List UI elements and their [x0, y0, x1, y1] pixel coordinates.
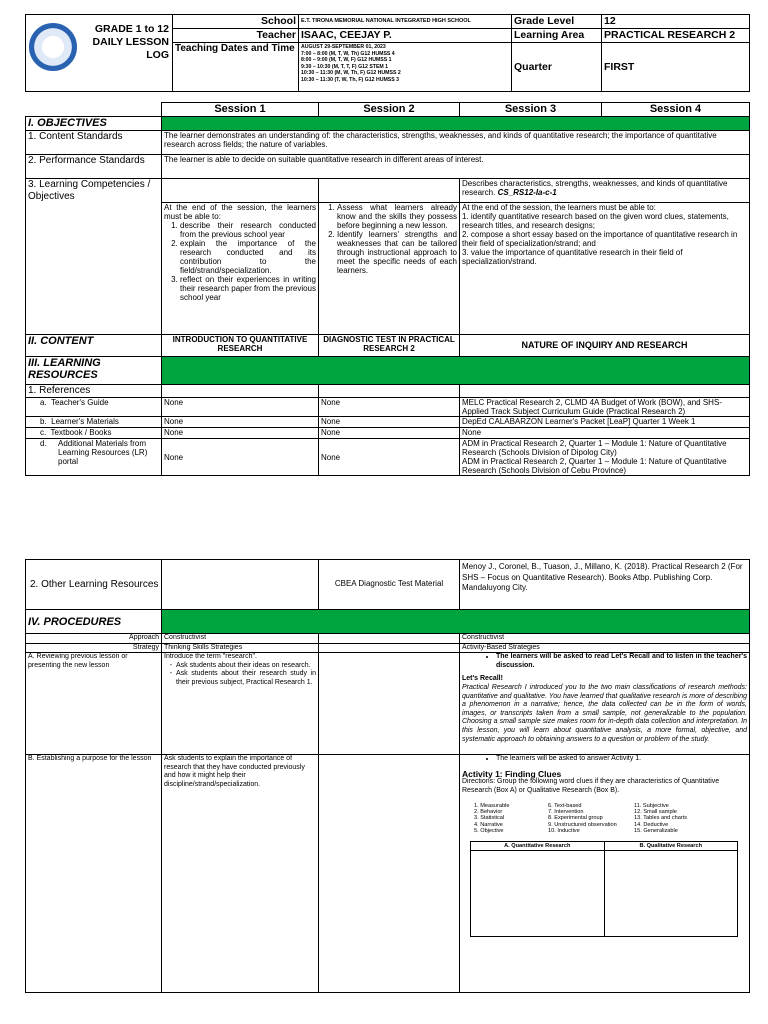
other-resources-s2: CBEA Diagnostic Test Material — [319, 560, 460, 610]
list-item: 1. Assess what learners already know and the skills they possess before beginning a new lesson. — [337, 203, 457, 230]
logo-title-cell — [26, 15, 173, 92]
page2-block — [25, 559, 750, 993]
procedure-a-label: A. Reviewing previous lesson or presenting the new lesson — [26, 653, 162, 755]
header-table — [25, 14, 750, 92]
content-s3: NATURE OF INQUIRY AND RESEARCH — [460, 335, 750, 357]
procedure-b-s3 — [460, 755, 750, 993]
ref-teachers-guide: a. Teacher's Guide — [26, 398, 162, 417]
procedure-b-s1: Ask students to explain the importance of research that they have conducted previously and how it might help their discipline/strand/specialization. — [162, 755, 319, 993]
header-block — [25, 14, 750, 92]
list-item: 3. reflect on their experiences in writing their research paper from the previous school year — [180, 275, 316, 302]
grade-value: 12 — [602, 15, 750, 29]
page1-block — [25, 102, 750, 476]
lesson-table: Session 1 Session 2 Session 3 Session 4 I. OBJECTIVES 1. Content Standards The learner demonstrates an understanding of: the characteristics, strengths, weaknesses, and kinds of quantitative research; the importance of quantitative research across fields; the nature of variables. 2. Performance Standards The learner is able to decide on suitable quantitative research in different areas of interest. 3. Learning Competencies / Objectives Describes characteristics, strengths, weaknesses, and kinds of quantitative research. CS_RS12-Ia-c-1 At the end of the session, the learners must be able to: 1. describe their research conducted from the previous school year 2. explain the importance of the research conducted and its contribution to the field/strand/specialization. 3. reflect on their experiences in writing their research paper from the previous school year 1. Assess what learners already know and the skills they possess before beginning a new lesson. 2. Identify learners' strengths and weaknesses that can be tailored through instructional approach to meet the specific needs of each learners. At the end of the session, the learners must be able to: 1. identify quantitative research based on the given word clues, statements, research titles, and research designs; 2. compose a short essay based on the importance of quantitative research in their field of specialization/strand; and 3. value the importance of quantitative research in their field of specialization/strand. II. CONTENT INTRODUCTION TO QUANTITATIVE RESEARCH DIAGNOSTIC TEST IN PRACTICAL RESEARCH 2 NATURE OF INQUIRY AND RESEARCH III. LEARNING RESOURCES 1. References a. Teacher's Guide None None MELC Practical Research 2, CLMD 4A Budget of Work (BOW), and SHS-Applied Track Subject Curriculum Guide (Practical Research 2) b. Learner's Materials None None DepEd CALABARZON Learner's Packet [LeaP] Quarter 1 Week 1 c. Textbook / Books None None None d. Additional Materials from Learning Resources (LR) portal None None ADM in Practical Research 2, Quarter 1 – Module 1: Nature of Quantitative Research (Schools Division of Dipolog City) ADM in Practical Research 2, Quarter 1 – Module 1: Nature of Quantitative Research (Schools Division of Cebu Province) — [25, 102, 750, 476]
content-standards-text: The learner demonstrates an understanding of: the characteristics, strengths, weaknesses, and kinds of quantitative research; the importance of quantitative research across fields; the nature of variables. — [162, 131, 750, 155]
performance-standards-label: 2. Performance Standards — [26, 155, 162, 179]
school-label: School — [173, 15, 299, 29]
ref-learners-materials: b. Learner's Materials — [26, 417, 162, 428]
content-heading: II. CONTENT — [26, 335, 162, 357]
dates-label: Teaching Dates and Time — [173, 43, 299, 92]
procedure-a-s1: Introduce the term "research". - Ask students about their ideas on research. - Ask students about their research study in their previous subject, Practical Research 1. — [162, 653, 319, 755]
objectives-s2 — [319, 203, 460, 335]
references-label: 1. References — [26, 385, 162, 398]
lets-recall-heading: Let's Recall! — [462, 675, 503, 683]
competencies-s3: Describes characteristics, strengths, weaknesses, and kinds of quantitative research. CS_RS12-Ia-c-1 — [460, 179, 750, 203]
procedures-heading: IV. PROCEDURES — [26, 610, 162, 634]
teacher-value: ISAAC, CEEJAY P. — [299, 29, 512, 43]
deped-seal-icon — [29, 23, 77, 71]
resources-heading: III. LEARNING RESOURCES — [26, 357, 162, 385]
box-b[interactable]: B. Qualitative Research — [604, 841, 739, 937]
dates-value: AUGUST 29-SEPTEMBER 01, 2023 7:00 – 8:00 (M, T, W, Th) G12 HUMSS 4 8:00 – 9:00 (M, T, W, F) G12 HUMSS 1 9:30 – 10:30 (M, T, T, F) G12 STEM 1 10:30 – 11:30 (M, W, Th, F) G12 HUMSS 2 10:30 – 11:30 (T, W, Th, F) G12 HUMSS 3 — [299, 43, 512, 92]
list-item: 1. describe their research conducted from the previous school year — [180, 221, 316, 239]
objectives-heading: I. OBJECTIVES — [26, 117, 162, 131]
procedure-b-label: B. Establishing a purpose for the lesson — [26, 755, 162, 993]
green-band — [162, 610, 750, 634]
strategy-label: Strategy — [26, 643, 162, 653]
session-4-header: Session 4 — [602, 103, 750, 117]
grade-label: Grade Level — [512, 15, 602, 29]
school-value: E.T. TIRONA MEMORIAL NATIONAL INTEGRATED HIGH SCHOOL — [299, 15, 512, 29]
quarter-label: Quarter — [512, 43, 602, 92]
other-resources-label: 2. Other Learning Resources — [26, 560, 162, 610]
activity-title: Activity 1: Finding Clues — [462, 768, 562, 779]
procedures-table: 2. Other Learning Resources CBEA Diagnostic Test Material Menoy J., Coronel, B., Tuason, J., Millano, K. (2018). Practical Research 2 (For SHS – Focus on Quantitative Research). Books Atbp. Publishing Corp. Mandaluyong City. IV. PROCEDURES Approach Constructivist Constructivist Strategy Thinking Skills Strategies Activity-Based Strategies A. Reviewing previous lesson or presenting the new lesson Introduce the term "research". - Ask students about their ideas on research. - Ask students about their research study in their previous subject, Practical Research 1. • The learners will be asked to read Let's Recall and to listen in the teacher's discussion. Let's Recall! Practical Research I introduced you to the two main classifications of research methods: quantitative and qualitative. You have learned that qualitative research is more of describing a phenomenon in a narrative; hence, the data collected can be in the form of words, images, or transcripts taken from a small sample, not generalizable to the population. Choosing a small sample size makes room for in-depth data collection and interpretation. In this lesson, you will learn about quantitative analysis, a more formal, objective, and systematic approach to obtaining answers to a question or problem of the study. B. Establishing a purpose for the lesson Ask students to explain the importance of research that they have conducted previously and how it might help their discipline/strand/specialization. • The learners will be asked to answer Activity 1. Activity 1: Finding Clues Directions: Group the following word clues if they are characteristics of Quantitative Research (Box A) or Qualitative Research (Box B). 1. Measurable 2. Behavior 3. Statistical 4. Narrative 5. Objective 6. Text-based 7. Intervention 8. Experimental group 9. Unstructured observation 10. Inductive 11. Subjective 12. Small sample 13. Tables and charts 14. Deductive 15. Generalizable A. Quantitative Research B. Qualitative Research — [25, 559, 750, 993]
session-2-header: Session 2 — [319, 103, 460, 117]
list-item: • The learners will be asked to answer Activity 1. — [496, 755, 747, 764]
content-s1: INTRODUCTION TO QUANTITATIVE RESEARCH — [162, 335, 319, 357]
list-item: - Ask students about their ideas on research. — [176, 662, 316, 671]
objectives-s1: At the end of the session, the learners must be able to: 1. describe their research conducted from the previous school year 2. explain the importance of the research conducted and its contribution to the field/strand/specialization. 3. reflect on their experiences in writing their research paper from the previous school year — [162, 203, 319, 335]
box-a[interactable]: A. Quantitative Research — [470, 841, 604, 937]
answer-boxes — [470, 841, 738, 937]
lets-recall-text: Practical Research I introduced you to the two main classifications of research methods: quantitative and qualitative. You have learned that qualitative research is more of describing a phenomenon in a narrative; hence, the data collected can be in the form of words, images, or transcripts taken from a small sample, not generalizable to the population. Choosing a small sample size makes room for in-depth data collection and interpretation. In this lesson, you will learn about quantitative analysis, a more formal, objective, and systematic approach to obtaining answers to a question or problem of the study. — [462, 683, 747, 743]
teacher-label: Teacher — [173, 29, 299, 43]
list-item: - Ask students about their research study in their previous subject, Practical Research 1. — [176, 670, 316, 687]
other-resources-s3: Menoy J., Coronel, B., Tuason, J., Millano, K. (2018). Practical Research 2 (For SHS – Focus on Quantitative Research). Books Atbp. Publishing Corp. Mandaluyong City. — [460, 560, 750, 610]
green-band — [162, 357, 750, 385]
list-item: 2. explain the importance of the research conducted and its contribution to the field/strand/specialization. — [180, 239, 316, 275]
procedure-a-s3 — [460, 653, 750, 755]
list-item: • The learners will be asked to read Let's Recall and to listen in the teacher's discussion. — [496, 653, 747, 670]
activity-directions: Directions: Group the following word clues if they are characteristics of Quantitative Research (Box A) or Qualitative Research (Box B). — [462, 778, 720, 794]
list-item: 2. Identify learners' strengths and weaknesses that can be tailored through instructional approach to meet the specific needs of each learners. — [337, 230, 457, 275]
ref-additional-materials: d. Additional Materials from Learning Resources (LR) portal — [26, 439, 162, 476]
content-s2: DIAGNOSTIC TEST IN PRACTICAL RESEARCH 2 — [319, 335, 460, 357]
ref-textbook: c. Textbook / Books — [26, 428, 162, 439]
document-title: GRADE 1 to 12 DAILY LESSON LOG — [92, 23, 169, 61]
performance-standards-text: The learner is able to decide on suitable quantitative research in different areas of interest. — [162, 155, 750, 179]
quarter-value: FIRST — [602, 43, 750, 92]
objectives-s3: At the end of the session, the learners must be able to: 1. identify quantitative research based on the given word clues, statements, research titles, and research designs; 2. compose a short essay based on the importance of quantitative research in their field of specialization/strand; and 3. value the importance of quantitative research in their field of specialization/strand. — [460, 203, 750, 335]
area-value: PRACTICAL RESEARCH 2 — [602, 29, 750, 43]
competency-code: CS_RS12-Ia-c-1 — [497, 188, 557, 197]
content-standards-label: 1. Content Standards — [26, 131, 162, 155]
competencies-label: 3. Learning Competencies / Objectives — [26, 179, 162, 335]
approach-label: Approach — [26, 634, 162, 644]
session-3-header: Session 3 — [460, 103, 602, 117]
session-1-header: Session 1 — [162, 103, 319, 117]
word-clues: 1. Measurable 2. Behavior 3. Statistical 4. Narrative 5. Objective 6. Text-based 7. Intervention 8. Experimental group 9. Unstructured observation 10. Inductive 11. Subjective 12. Small sample 13. Tables and charts 14. Deductive 15. Generalizable — [474, 802, 688, 835]
area-label: Learning Area — [512, 29, 602, 43]
green-band — [162, 117, 750, 131]
